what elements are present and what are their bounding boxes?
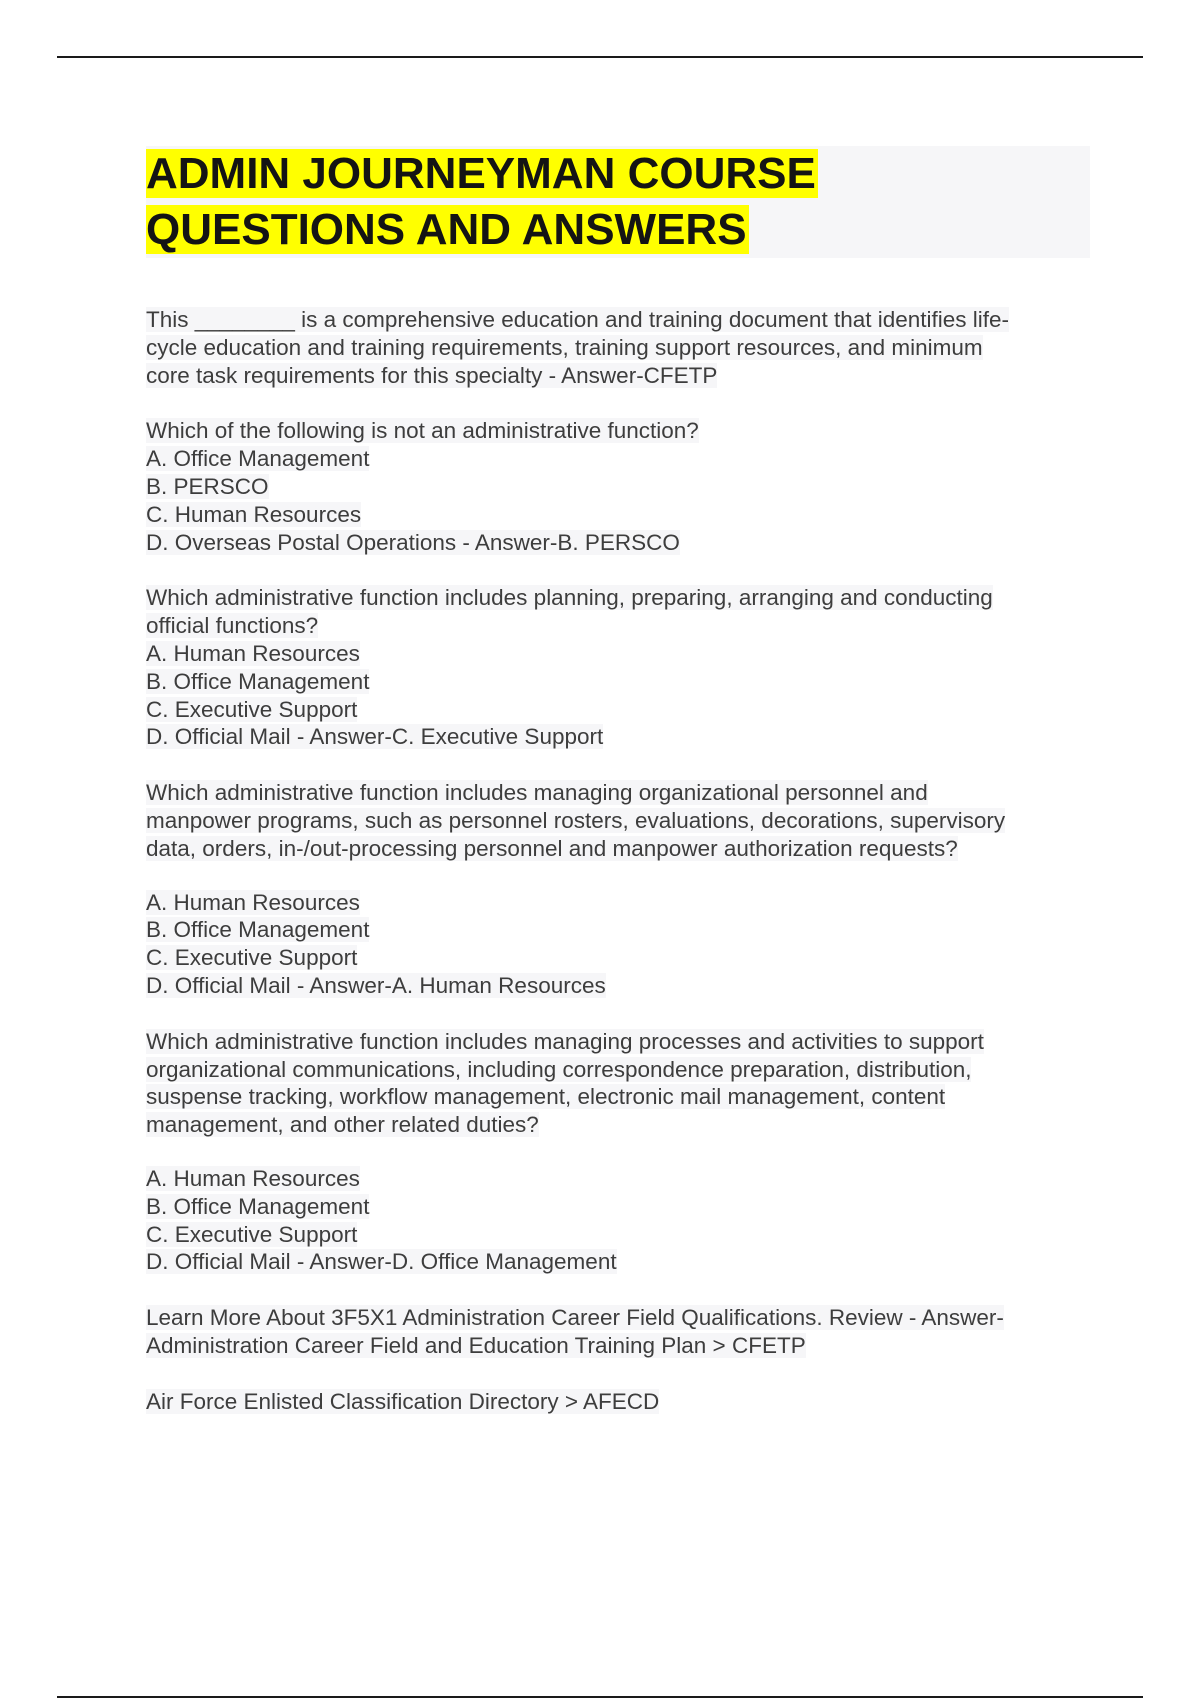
option-line: A. Office Management xyxy=(146,446,370,472)
qa-line: Administration Career Field and Education Training Plan > CFETP xyxy=(146,1332,806,1358)
question-line: manpower programs, such as personnel rosters, evaluations, decorations, supervisory xyxy=(146,807,1006,833)
option-line: B. Office Management xyxy=(146,917,370,943)
option-line: C. Executive Support xyxy=(146,945,358,971)
option-line: B. PERSCO xyxy=(146,473,269,499)
question-line: data, orders, in-/out-processing personnel and manpower authorization requests? xyxy=(146,835,958,861)
top-rule xyxy=(57,56,1143,58)
title-line-2: QUESTIONS AND ANSWERS xyxy=(146,205,747,254)
question-line: suspense tracking, workflow management, electronic mail management, content xyxy=(146,1084,946,1110)
question-line: Which administrative function includes planning, preparing, arranging and conducting xyxy=(146,585,993,611)
option-line: B. Office Management xyxy=(146,668,370,694)
option-line: D. Official Mail - Answer-A. Human Resources xyxy=(146,972,606,998)
paragraph-gap xyxy=(146,863,1090,889)
question-line: Which administrative function includes managing organizational personnel and xyxy=(146,780,928,806)
question-line: Which of the following is not an administrative function? xyxy=(146,418,699,444)
qa-item-official-functions xyxy=(146,584,1090,751)
qa-line: cycle education and training requirements, training support resources, and minimum xyxy=(146,334,983,360)
option-line: B. Office Management xyxy=(146,1193,370,1219)
option-line: A. Human Resources xyxy=(146,889,360,915)
title-block xyxy=(146,146,1090,258)
bottom-rule xyxy=(57,1696,1143,1698)
qa-line: core task requirements for this specialty - Answer-CFETP xyxy=(146,362,718,388)
paragraph-gap xyxy=(146,1139,1090,1165)
question-line: organizational communications, including correspondence preparation, distribution, xyxy=(146,1056,972,1082)
document-title xyxy=(146,146,1090,258)
option-line: A. Human Resources xyxy=(146,640,360,666)
option-line: D. Official Mail - Answer-C. Executive Support xyxy=(146,724,604,750)
qa-item-definition xyxy=(146,306,1090,389)
question-line: Which administrative function includes managing processes and activities to support xyxy=(146,1028,984,1054)
qa-item-learn-more xyxy=(146,1304,1090,1360)
qa-item-afecd xyxy=(146,1388,1090,1416)
qa-line: Learn More About 3F5X1 Administration Career Field Qualifications. Review - Answer- xyxy=(146,1305,1004,1331)
option-line: A. Human Resources xyxy=(146,1165,360,1191)
document-body xyxy=(146,146,1090,1444)
option-line: C. Human Resources xyxy=(146,501,362,527)
title-line-1: ADMIN JOURNEYMAN COURSE xyxy=(146,149,816,198)
option-line: D. Official Mail - Answer-D. Office Management xyxy=(146,1249,617,1275)
qa-line: This ________ is a comprehensive education and training document that identifies life- xyxy=(146,307,1010,332)
qa-item-personnel-programs xyxy=(146,779,1090,1000)
option-line: C. Executive Support xyxy=(146,1221,358,1247)
question-line: official functions? xyxy=(146,613,319,639)
qa-item-not-admin-function xyxy=(146,417,1090,556)
question-line: management, and other related duties? xyxy=(146,1112,539,1138)
option-line: C. Executive Support xyxy=(146,696,358,722)
qa-line: Air Force Enlisted Classification Directory > AFECD xyxy=(146,1388,660,1414)
qa-item-communications xyxy=(146,1028,1090,1276)
option-line: D. Overseas Postal Operations - Answer-B. PERSCO xyxy=(146,529,680,555)
